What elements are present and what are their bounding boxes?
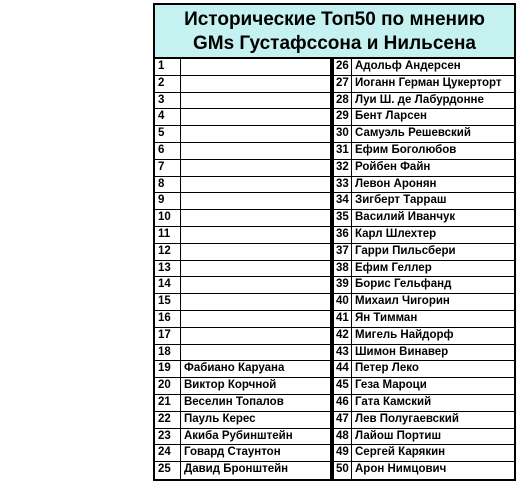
rank-cell: 16 [155,311,181,327]
player-name-cell: Бент Ларсен [355,110,427,123]
table-row [334,227,514,244]
rank-cell: 13 [155,261,181,277]
rank-cell: 23 [155,429,181,445]
table-row [155,277,330,294]
table-row [334,93,514,110]
rank-cell: 12 [155,244,181,260]
player-name-cell [181,328,330,344]
player-name-cell: Фабиано Каруана [184,362,285,375]
table-row [155,261,330,278]
table-header [155,5,514,59]
table-row [334,294,514,311]
rank-cell: 36 [334,227,352,243]
player-name-cell: Адольф Андерсен [355,60,461,72]
rank-cell: 44 [334,361,352,377]
player-name-cell: Левон Аронян [355,177,437,190]
ranking-table [153,3,516,481]
table-row [334,429,514,446]
table-row [155,311,330,328]
rank-cell: 40 [334,294,352,310]
title-line-2: GMs Густафссона и Нильсена [192,33,476,54]
rank-cell: 32 [334,160,352,176]
rank-cell: 29 [334,109,352,125]
left-column [155,59,334,479]
rank-cell: 20 [155,378,181,394]
table-row [155,395,330,412]
rank-cell: 34 [334,193,352,209]
table-row [155,210,330,227]
rank-cell: 41 [334,311,352,327]
table-row [155,328,330,345]
player-name-cell [181,193,330,209]
player-name-cell: Геза Мароци [355,379,427,392]
rank-cell: 45 [334,378,352,394]
rank-cell: 49 [334,445,352,461]
table-row [155,412,330,429]
player-name-cell: Акиба Рубинштейн [184,429,293,442]
table-row [155,160,330,177]
player-name-cell: Гата Камский [355,395,432,408]
table-row [334,143,514,160]
player-name-cell: Петер Леко [355,362,419,375]
player-name-cell: Ройбен Файн [355,160,431,173]
rank-cell: 46 [334,395,352,411]
player-name-cell [181,294,330,310]
rank-cell: 7 [155,160,181,176]
table-row [334,311,514,328]
player-name-cell: Зигберт Тарраш [355,194,447,207]
player-name-cell [181,109,330,125]
rank-cell: 42 [334,328,352,344]
player-name-cell: Ефим Геллер [355,261,432,274]
player-name-cell [181,177,330,193]
rank-cell: 8 [155,177,181,193]
player-name-cell [181,277,330,293]
player-name-cell: Веселин Топалов [184,395,284,408]
table-row [334,177,514,194]
table-row [155,429,330,446]
player-name-cell [181,311,330,327]
player-name-cell [181,227,330,243]
rank-cell: 21 [155,395,181,411]
rank-cell: 27 [334,76,352,92]
player-name-cell [181,261,330,277]
table-row [155,445,330,462]
table-row [155,109,330,126]
table-row [155,378,330,395]
rank-cell: 43 [334,345,352,361]
rank-cell: 18 [155,345,181,361]
table-row [334,160,514,177]
table-row [334,445,514,462]
table-row [334,109,514,126]
table-body [155,59,514,479]
player-name-cell [181,143,330,159]
player-name-cell: Мигель Найдорф [355,328,454,341]
table-row [155,143,330,160]
player-name-cell: Лев Полугаевский [355,412,459,425]
rank-cell: 31 [334,143,352,159]
right-column [334,59,514,479]
rank-cell: 15 [155,294,181,310]
rank-cell: 6 [155,143,181,159]
player-name-cell [181,59,330,75]
rank-cell: 4 [155,109,181,125]
player-name-cell: Луи Ш. де Лабурдонне [355,93,484,106]
table-row [155,227,330,244]
rank-cell: 19 [155,361,181,377]
table-row [155,244,330,261]
player-name-cell [181,345,330,361]
rank-cell: 14 [155,277,181,293]
player-name-cell: Виктор Корчной [184,379,277,392]
player-name-cell: Борис Гельфанд [355,278,452,291]
player-name-cell [181,210,330,226]
player-name-cell: Шимон Винавер [355,345,449,358]
player-name-cell: Пауль Керес [184,412,256,425]
rank-cell: 30 [334,126,352,142]
table-row [155,126,330,143]
rank-cell: 33 [334,177,352,193]
rank-cell: 10 [155,210,181,226]
table-row [334,244,514,261]
rank-cell: 39 [334,277,352,293]
table-row [155,76,330,93]
rank-cell: 5 [155,126,181,142]
rank-cell: 2 [155,76,181,92]
table-row [334,277,514,294]
rank-cell: 28 [334,93,352,109]
table-row [155,345,330,362]
rank-cell: 48 [334,429,352,445]
player-name-cell: Самуэль Решевский [355,127,471,140]
rank-cell: 38 [334,261,352,277]
table-row [334,328,514,345]
table-row [334,345,514,362]
rank-cell: 25 [155,462,181,479]
player-name-cell: Михаил Чигорин [355,295,450,308]
table-row [334,210,514,227]
table-row [334,261,514,278]
table-row [155,193,330,210]
table-row [334,59,514,76]
player-name-cell: Василий Иванчук [355,211,456,224]
rank-cell: 11 [155,227,181,243]
table-row [334,395,514,412]
table-row [334,361,514,378]
player-name-cell [181,93,330,109]
rank-cell: 50 [334,462,352,479]
rank-cell: 3 [155,93,181,109]
table-row [334,76,514,93]
player-name-cell: Арон Нимцович [355,463,447,476]
player-name-cell: Иоганн Герман Цукерторт [355,76,502,89]
player-name-cell: Говард Стаунтон [184,446,281,459]
rank-cell: 1 [155,59,181,75]
table-row [155,93,330,110]
player-name-cell: Давид Бронштейн [184,463,289,476]
player-name-cell [181,244,330,260]
player-name-cell [181,126,330,142]
rank-cell: 24 [155,445,181,461]
title-line-1: Исторические Топ50 по мнению [184,9,485,30]
table-row [334,126,514,143]
player-name-cell: Лайош Портиш [355,429,442,442]
player-name-cell: Сергей Карякин [355,446,446,459]
table-row [155,462,330,479]
rank-cell: 37 [334,244,352,260]
table-row [334,378,514,395]
player-name-cell: Ян Тимман [355,311,418,324]
rank-cell: 17 [155,328,181,344]
rank-cell: 26 [334,59,352,75]
player-name-cell: Ефим Боголюбов [355,143,457,156]
table-row [155,294,330,311]
rank-cell: 22 [155,412,181,428]
table-row [155,177,330,194]
table-row [155,59,330,76]
player-name-cell: Карл Шлехтер [355,227,437,240]
rank-cell: 47 [334,412,352,428]
table-row [334,412,514,429]
rank-cell: 35 [334,210,352,226]
table-row [334,193,514,210]
table-row [155,361,330,378]
player-name-cell [181,76,330,92]
player-name-cell [181,160,330,176]
player-name-cell: Гарри Пильсбери [355,244,456,257]
table-row [334,462,514,479]
rank-cell: 9 [155,193,181,209]
